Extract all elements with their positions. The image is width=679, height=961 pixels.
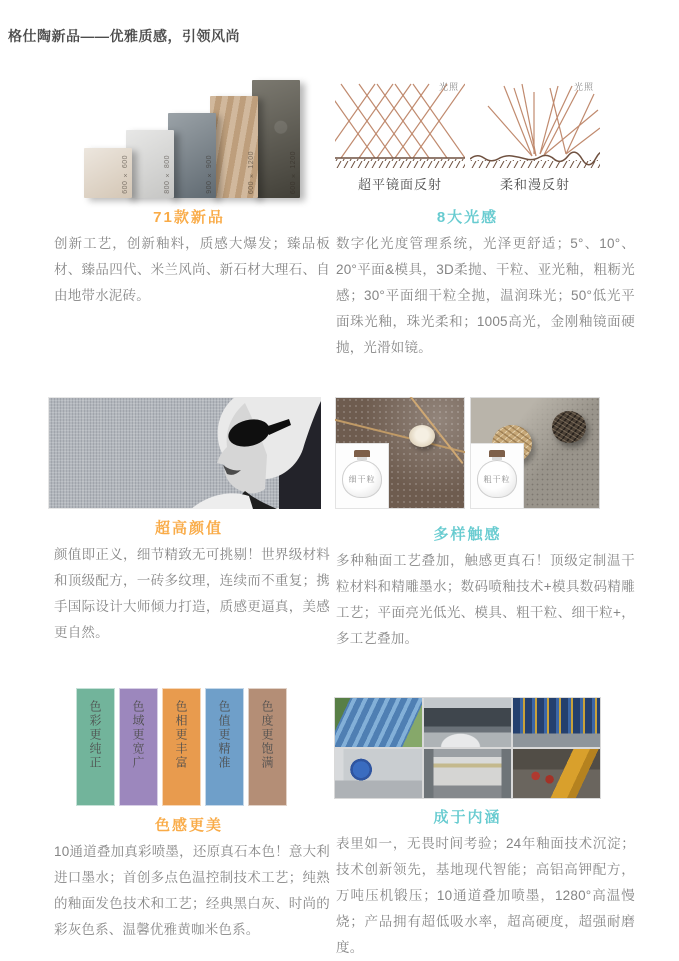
color-bars	[48, 688, 330, 806]
coarse-grain-texture-photo	[470, 397, 600, 509]
diffuse-reflection-svg	[470, 80, 600, 172]
page-title: 格仕陶新品——优雅质感，引领风尚	[8, 28, 240, 44]
tile-sample	[210, 96, 258, 198]
section-heading-appearance: 超高颜值	[154, 520, 223, 537]
color-bar-label: 色相更丰富	[174, 700, 188, 770]
section-heading-new-products: 71款新品	[153, 209, 225, 226]
color-bar	[119, 688, 158, 806]
grain-jar-inset	[470, 443, 524, 509]
section-heading-inner-quality: 成于内涵	[433, 809, 502, 826]
jar-body	[477, 460, 517, 498]
section-body-inner-quality: 表里如一，无畏时间考验；24年釉面技术沉淀；技术创新领先，基地现代智能；高铝高钾配方，万吨压机锻压；10通道叠加喷墨，1280°高温慢烧；产品拥有超低吸水率，超高硬度，超强耐磨度。	[336, 836, 635, 955]
mirror-reflection-svg	[335, 80, 465, 172]
tile-size-label: 600 × 600	[122, 155, 129, 194]
jar-label: 细干粒	[348, 474, 376, 484]
jar-label: 粗干粒	[483, 474, 511, 484]
jar-body	[342, 460, 382, 498]
diffuse-reflection-diagram	[470, 80, 600, 198]
portrait-silhouette	[161, 397, 321, 509]
section-body-appearance: 颜值即正义，细节精致无可挑剔！世界级材料和顶级配方，一砖多纹理，连续而不重复；携手国际设计大师倾力打造，质感更逼真，美感更自然。	[54, 547, 330, 640]
section-appearance	[48, 397, 330, 652]
mirror-reflection-diagram	[335, 80, 465, 198]
texture-photos	[335, 397, 600, 515]
tile-sample	[168, 113, 216, 198]
grain-jar-inset	[335, 443, 389, 509]
diagram-caption: 超平镜面反射	[357, 177, 442, 192]
color-bar-label: 色度更饱满	[260, 700, 274, 770]
section-color-sense	[48, 688, 330, 961]
section-new-products	[48, 80, 330, 361]
diagram-caption: 柔和漫反射	[499, 177, 570, 192]
section-inner-quality	[335, 688, 635, 961]
jar-cork	[489, 450, 505, 457]
section-body-color-sense: 10通道叠加真彩喷墨，还原真石本色！意大利进口墨水；首创多点色温控制技术工艺；纯熟的釉面发色技术和工艺；经典黑白灰、时尚的彩灰色系、温馨优雅黄咖米色系。	[54, 844, 330, 937]
model-portrait-photo	[48, 397, 321, 509]
section-body-light: 数字化光度管理系统，光泽更舒适；5°、10°、20°平面&模具，3D柔抛、干粒、亚光釉，粗粝光感；30°平面细干粒全抛，温润珠光；50°低光平面珠光釉，珠光柔和；1005高光，金刚釉镜面硬抛，光滑如镜。	[336, 236, 635, 355]
color-bar	[248, 688, 287, 806]
color-bar	[205, 688, 244, 806]
tile-size-label: 900 × 900	[206, 155, 213, 194]
section-heading-touch: 多样触感	[433, 526, 502, 543]
color-bar-label: 色值更精准	[217, 700, 231, 770]
tile-sample	[84, 148, 132, 198]
rattan-ball-dark	[552, 411, 586, 443]
content-grid	[48, 80, 679, 961]
factory-aerial-photo	[335, 698, 422, 747]
tile-sample	[252, 80, 300, 198]
tile-size-label: 800 × 800	[164, 155, 171, 194]
dried-flower	[409, 425, 435, 447]
section-body-touch: 多种釉面工艺叠加，触感更真石！顶级定制温干粒材料和精雕墨水；数码喷釉技术+模具数码精雕工艺；平面亮光低光、模具、粗干粒、细干粒+，多工艺叠加。	[336, 553, 635, 646]
automated-warehouse-photo	[513, 698, 600, 747]
jar-cork	[354, 450, 370, 457]
factory-photo-grid	[335, 698, 600, 798]
tile-size-label: 600 × 1200	[290, 150, 297, 194]
tiles-image	[48, 80, 330, 198]
section-heading-color-sense: 色感更美	[154, 817, 223, 834]
color-bar	[162, 688, 201, 806]
light-source-label: 光照	[573, 82, 594, 92]
section-body-new-products: 创新工艺，创新釉料，质感大爆发；臻品板材、臻品四代、米兰风尚、新石材大理石、自由地带水泥砖。	[54, 236, 330, 303]
fine-grain-texture-photo	[335, 397, 465, 509]
color-bar-label: 色彩更纯正	[88, 700, 102, 770]
tile-sample	[126, 130, 174, 198]
section-touch	[335, 397, 635, 652]
section-light	[335, 80, 635, 361]
light-source-label: 光照	[438, 82, 459, 92]
reflection-diagrams	[335, 80, 600, 198]
section-heading-light: 8大光感	[436, 209, 499, 226]
kiln-corridor-photo	[424, 749, 511, 798]
blue-robot-arm-photo	[335, 749, 422, 798]
yellow-robot-arm-photo	[513, 749, 600, 798]
factory-building-photo	[424, 698, 511, 747]
color-bar	[76, 688, 115, 806]
color-bar-label: 色域更宽广	[131, 700, 145, 770]
tile-size-label: 600 × 1200	[248, 150, 255, 194]
